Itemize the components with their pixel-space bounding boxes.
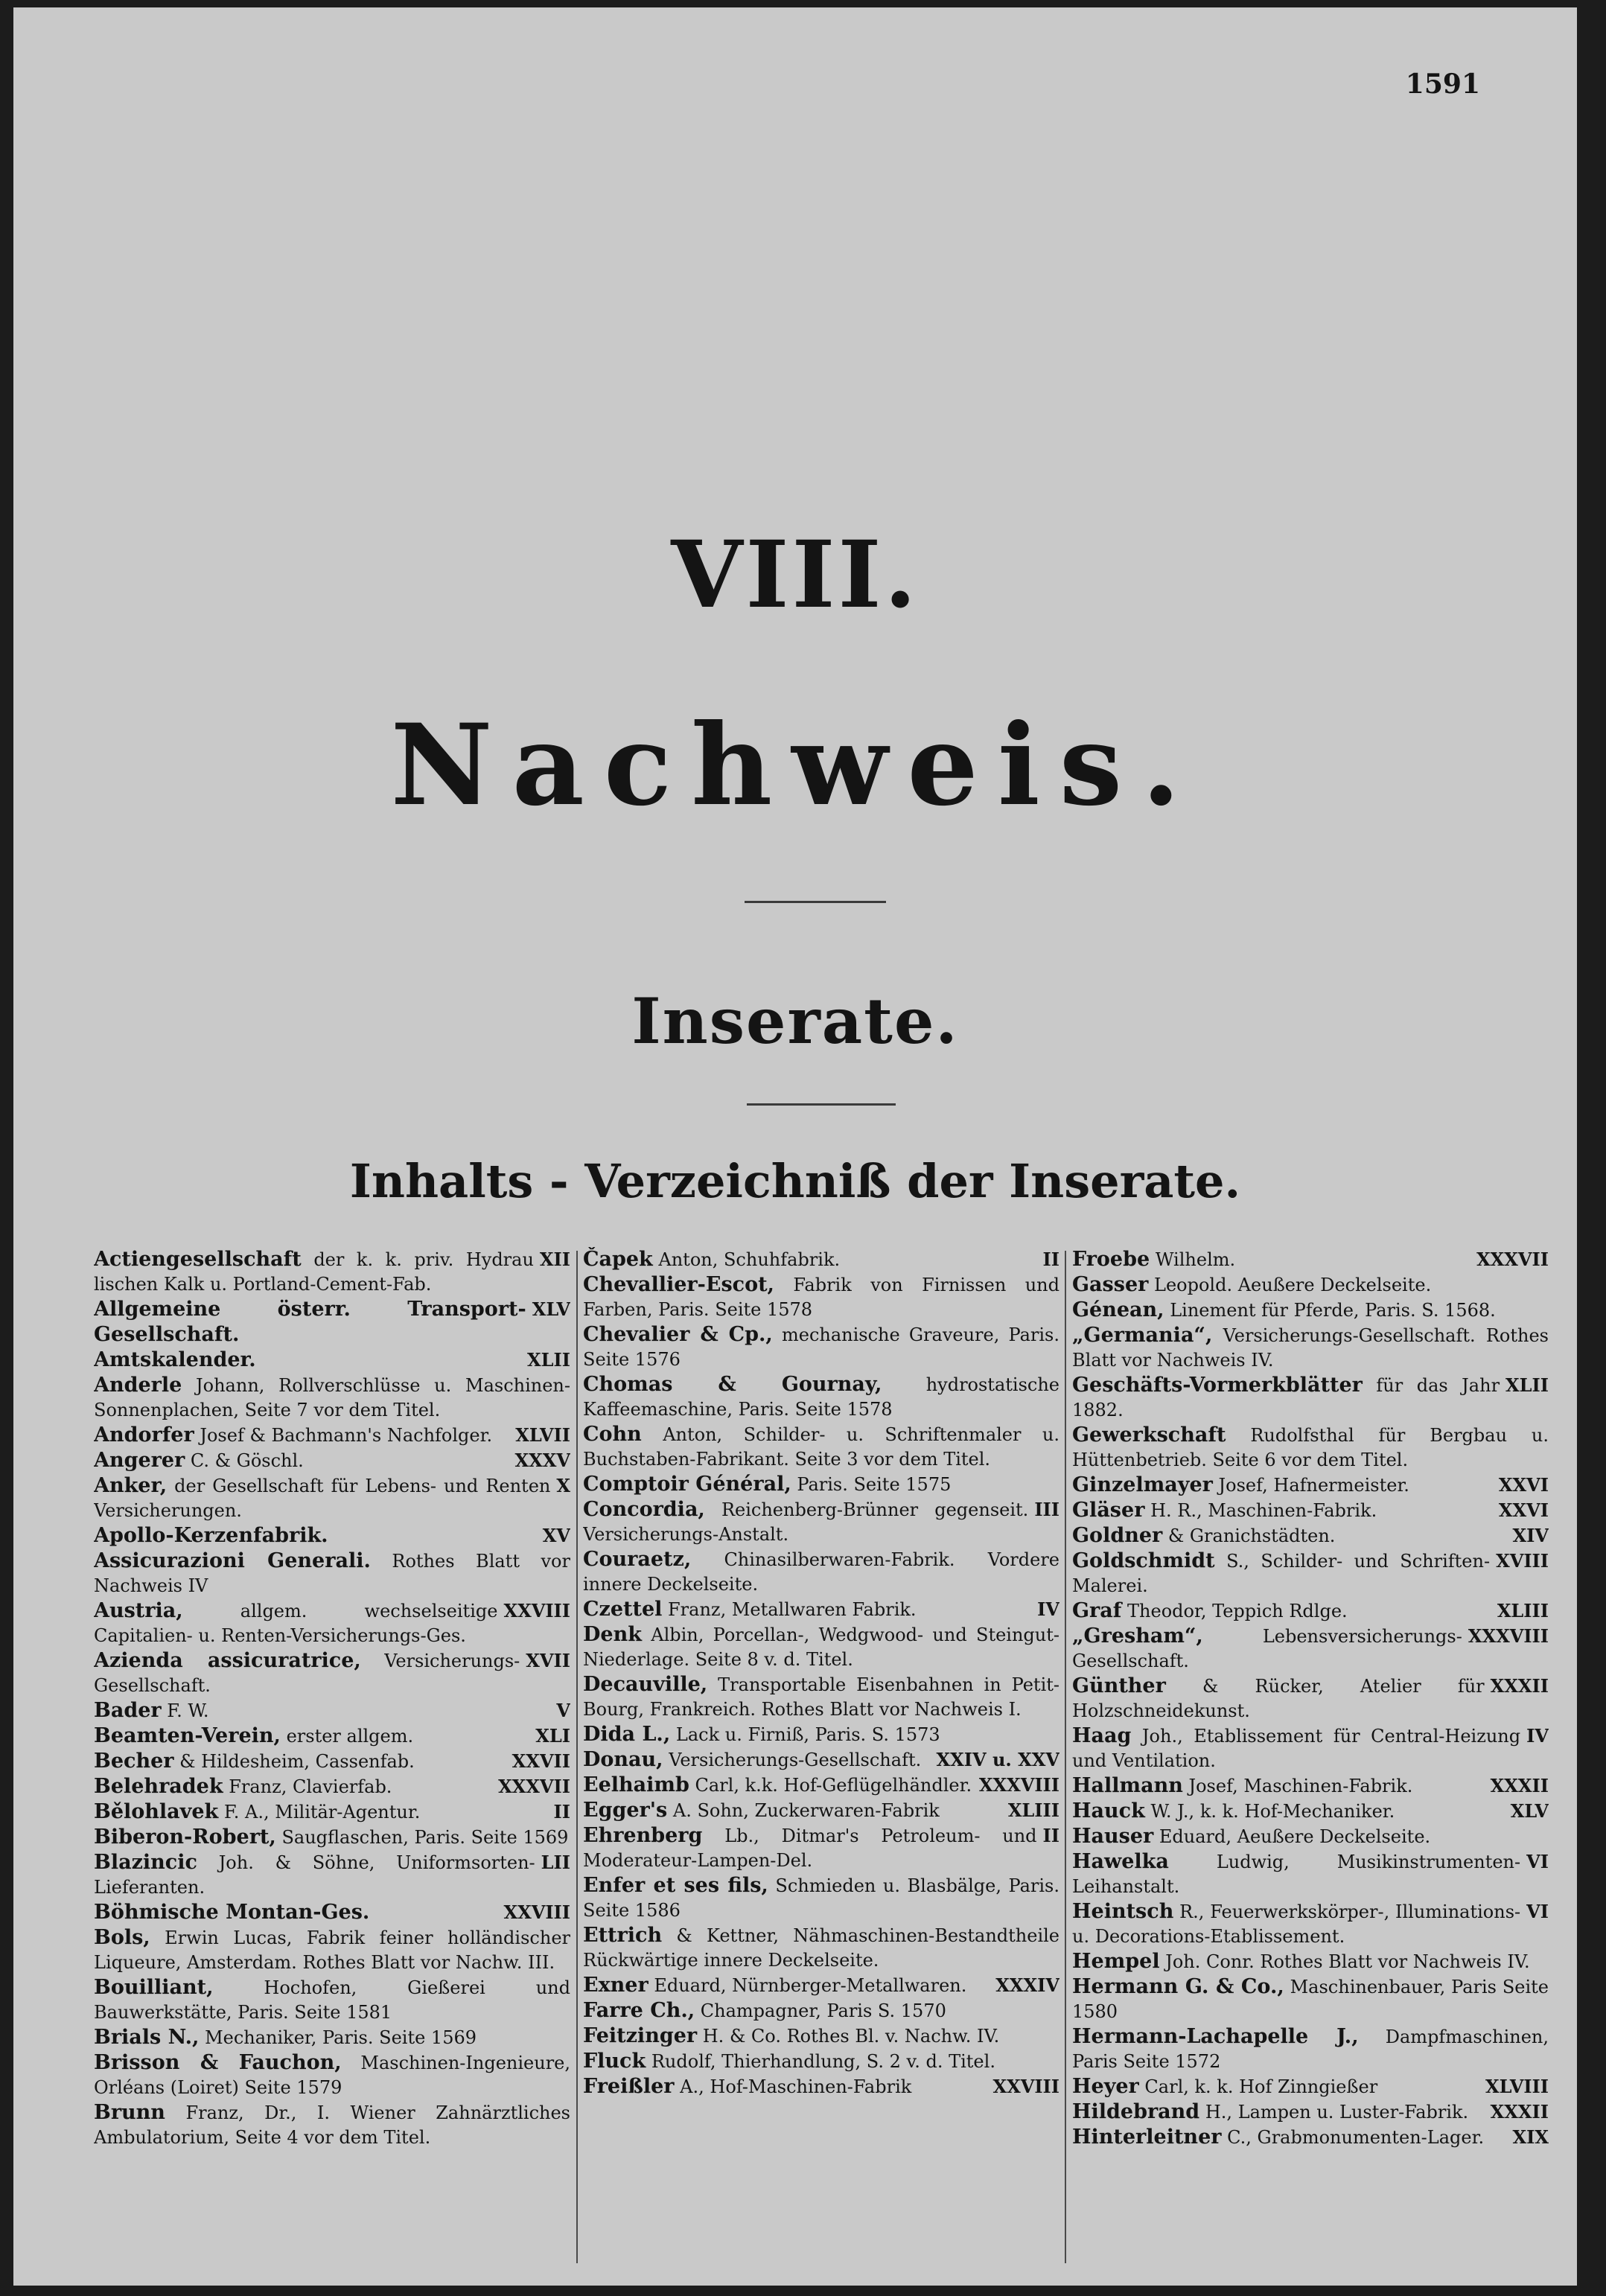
index-entry [583, 1272, 1059, 1322]
entry-name: Belehradek [94, 1775, 223, 1798]
entry-description: erster allgem. [286, 1726, 414, 1747]
entry-reference: XVII [526, 1650, 570, 1671]
entry-name: Andorfer [94, 1423, 194, 1447]
index-entry [583, 1422, 1059, 1472]
entry-description: Theodor, Teppich Rdlge. [1127, 1601, 1348, 1621]
entry-description: Franz, Metallwaren Fabrik. [668, 1599, 917, 1620]
entry-description: für das Jahr 1882. [1072, 1375, 1500, 1420]
divider [745, 901, 886, 903]
index-entry [1072, 1824, 1549, 1849]
index-column-1 [94, 1247, 570, 2267]
entry-name: „Gresham“, [1072, 1624, 1203, 1648]
entry-name: Hermann G. & Co., [1072, 1975, 1284, 1998]
entry-name: Hauser [1072, 1825, 1154, 1848]
entry-description: & Rücker, Atelier für Holzschneidekunst. [1072, 1676, 1485, 1721]
entry-name: Graf [1072, 1599, 1122, 1622]
index-entry [1072, 1674, 1549, 1723]
index-entry [583, 1998, 1059, 2024]
entry-description: & Hildesheim, Cassenfab. [179, 1751, 415, 1772]
entry-reference: XLII [1505, 1374, 1549, 1396]
index-entry [94, 1297, 570, 1348]
entry-name: Chevalier & Cp., [583, 1323, 773, 1346]
index-entry [583, 1973, 1059, 1998]
index-entry [94, 1423, 570, 1448]
entry-name: Génean, [1072, 1298, 1164, 1321]
index-entry [94, 1247, 570, 1297]
entry-name: Gewerkschaft [1072, 1423, 1226, 1447]
entry-description: F. W. [167, 1700, 209, 1721]
entry-name: Čapek [583, 1248, 653, 1271]
index-entry [583, 1372, 1059, 1422]
entry-reference: XXXV [514, 1450, 570, 1471]
index-entry [94, 1799, 570, 1825]
entry-name: Gasser [1072, 1273, 1149, 1296]
entry-name: Hawelka [1072, 1850, 1169, 1873]
document-page [13, 7, 1577, 2286]
index-entry [1072, 2024, 1549, 2074]
entry-name: Actiengesellschaft [94, 1248, 302, 1271]
entry-name: Froebe [1072, 1248, 1150, 1271]
entry-description: H., Lampen u. Luster-Fabrik. [1205, 2102, 1469, 2123]
entry-description: Hochofen, Gießerei und Bauwerkstätte, Paris. Seite 1581 [94, 1977, 570, 2023]
entry-name: Brunn [94, 2101, 165, 2124]
page-title: Nachweis. [390, 700, 1200, 831]
entry-description: Rothes Blatt vor Nachweis IV [94, 1551, 570, 1596]
entry-name: Austria, [94, 1599, 183, 1622]
entry-name: Bader [94, 1699, 162, 1722]
index-entry [1072, 1849, 1549, 1899]
entry-reference: XXXVII [498, 1776, 570, 1797]
entry-description: Carl, k. k. Hof Zinngießer [1144, 2076, 1378, 2097]
entry-description: Wilhelm. [1155, 1249, 1236, 1270]
entry-name: Eelhaimb [583, 1773, 689, 1796]
entry-description: Transportable Eisenbahnen in Petit-Bourg, Frankreich. Rothes Blatt vor Nachweis I. [583, 1674, 1059, 1720]
entry-description: Versicherungs-Gesellschaft. [669, 1750, 922, 1770]
entry-description: Maschinenbauer, Paris Seite 1580 [1072, 1977, 1549, 2022]
entry-reference: XXVI [1498, 1474, 1549, 1496]
entry-description: H. & Co. Rothes Bl. v. Nachw. IV. [702, 2026, 1000, 2047]
index-entry [1072, 1899, 1549, 1949]
entry-reference: XXXII [1490, 1775, 1549, 1796]
index-entry [94, 1925, 570, 1975]
entry-reference: XXXIV [995, 1974, 1059, 1996]
entry-reference: VI [1526, 1851, 1549, 1872]
index-entry [94, 2050, 570, 2100]
entry-reference: XXIV u. XXV [936, 1749, 1059, 1770]
entry-description: Franz, Dr., I. Wiener Zahnärztliches Ambulatorium, Seite 4 vor dem Titel. [94, 2102, 570, 2148]
entry-reference: IV [1037, 1598, 1059, 1620]
index-entry [583, 1747, 1059, 1773]
entry-name: Ehrenberg [583, 1824, 703, 1847]
entry-reference: XXVIII [503, 1901, 570, 1923]
index-entry [583, 2024, 1059, 2049]
entry-name: Anderle [94, 1374, 182, 1397]
entry-name: Biberon-Robert, [94, 1825, 276, 1849]
entry-name: Egger's [583, 1799, 668, 1822]
entry-description: Rudolfsthal für Bergbau u. Hüttenbetrieb. Seite 6 vor dem Titel. [1072, 1425, 1549, 1470]
index-column-3 [1072, 1247, 1549, 2267]
index-entry [1072, 1423, 1549, 1473]
entry-description: hydrostatische Kaffeemaschine, Paris. Seite 1578 [583, 1374, 1059, 1420]
entry-description: Joh. & Söhne, Uniformsorten-Lieferanten. [94, 1852, 535, 1898]
entry-reference: XXXVII [1476, 1249, 1549, 1270]
entry-description: Schmieden u. Blasbälge, Paris. Seite 1586 [583, 1875, 1059, 1921]
index-entry [94, 1850, 570, 1900]
section-number: VIII. [671, 521, 920, 629]
entry-description: Versicherungs-Gesellschaft. Rothes Blatt vor Nachweis IV. [1072, 1325, 1549, 1371]
entry-description: Mechaniker, Paris. Seite 1569 [205, 2027, 477, 2048]
index-column-2 [583, 1247, 1059, 2267]
entry-name: Becher [94, 1750, 174, 1773]
entry-description: A. Sohn, Zuckerwaren-Fabrik [672, 1800, 940, 1821]
index-entry [1072, 1549, 1549, 1598]
column-divider [1065, 1251, 1066, 2263]
entry-name: Gläser [1072, 1499, 1145, 1522]
entry-name: Brials N., [94, 2026, 200, 2049]
entry-reference: XLVII [515, 1424, 570, 1446]
entry-description: R., Feuerwerkskörper-, Illuminations- u. Decorations-Etablissement. [1072, 1901, 1521, 1947]
index-entry [94, 1549, 570, 1598]
entry-name: Amtskalender. [94, 1348, 256, 1371]
entry-name: Beamten-Verein, [94, 1724, 281, 1747]
entry-description: Reichenberg-Brünner gegenseit. Versicherungs-Anstalt. [583, 1499, 1029, 1545]
entry-name: Dida L., [583, 1723, 671, 1746]
index-entry [583, 1547, 1059, 1597]
entry-reference: II [1042, 1825, 1059, 1846]
entry-description: Josef, Maschinen-Fabrik. [1188, 1776, 1413, 1796]
entry-description: & Granichstädten. [1167, 1525, 1336, 1546]
entry-name: Hempel [1072, 1950, 1160, 1973]
index-entry [583, 1672, 1059, 1722]
entry-name: Ginzelmayer [1072, 1473, 1213, 1496]
index-entry [1072, 1298, 1549, 1323]
index-entry [1072, 1949, 1549, 1974]
entry-description: Joh., Etablissement für Central-Heizung und Ventilation. [1072, 1726, 1521, 1771]
entry-name: Apollo-Kerzenfabrik. [94, 1524, 328, 1547]
entry-name: Geschäfts-Vormerkblätter [1072, 1374, 1363, 1397]
entry-reference: II [553, 1801, 570, 1823]
entry-name: Comptoir Général, [583, 1473, 791, 1496]
index-entry [94, 1749, 570, 1774]
entry-name: Czettel [583, 1598, 663, 1621]
entry-description: Maschinen-Ingenieure, Orléans (Loiret) Seite 1579 [94, 2053, 570, 2098]
index-entry [94, 1523, 570, 1549]
index-entry [1072, 1974, 1549, 2024]
entry-reference: XXVII [512, 1750, 570, 1772]
entry-description: Carl, k.k. Hof-Geflügelhändler. [695, 1775, 972, 1796]
entry-description: Rudolf, Thierhandlung, S. 2 v. d. Titel. [651, 2051, 995, 2072]
divider [747, 1103, 896, 1106]
entry-description: Lb., Ditmar's Petroleum- und Moderateur-Lampen-Del. [583, 1825, 1037, 1871]
entry-reference: XIX [1512, 2126, 1549, 2148]
entry-name: Anker, [94, 1474, 168, 1497]
entry-name: Azienda assicuratrice, [94, 1649, 361, 1672]
section-subtitle: Inserate. [631, 984, 959, 1058]
entry-reference: XLII [527, 1349, 570, 1371]
index-entry [1072, 1773, 1549, 1799]
entry-name: Hauck [1072, 1799, 1145, 1823]
entry-description: Fabrik von Firnissen und Farben, Paris. Seite 1578 [583, 1275, 1059, 1320]
index-entry [94, 1448, 570, 1473]
entry-reference: IV [1526, 1725, 1549, 1747]
entry-name: Exner [583, 1974, 649, 1997]
index-entry [1072, 2099, 1549, 2125]
entry-name: Hildebrand [1072, 2100, 1200, 2123]
entry-name: Ettrich [583, 1924, 663, 1947]
entry-name: Günther [1072, 1674, 1166, 1697]
entry-description: Chinasilberwaren-Fabrik. Vordere innere Deckelseite. [583, 1549, 1059, 1595]
entry-name: Hallmann [1072, 1774, 1183, 1797]
index-entry [1072, 1247, 1549, 1272]
index-entry [94, 1348, 570, 1373]
index-entry [94, 1723, 570, 1749]
entry-description: A., Hof-Maschinen-Fabrik [680, 2076, 912, 2097]
column-divider [576, 1251, 578, 2263]
index-entry [1072, 1373, 1549, 1423]
index-heading: Inhalts - Verzeichniß der Inserate. [349, 1154, 1241, 1208]
index-entry [94, 1598, 570, 1648]
index-entry [1072, 2074, 1549, 2099]
entry-reference: XII [539, 1249, 570, 1270]
index-entry [583, 1497, 1059, 1547]
entry-description: Erwin Lucas, Fabrik feiner holländischer Liqueure, Amsterdam. Rothes Blatt vor Nachw. III. [94, 1927, 570, 1973]
entry-name: Heyer [1072, 2075, 1139, 2098]
index-entry [583, 1923, 1059, 1973]
entry-reference: VI [1526, 1901, 1549, 1922]
entry-reference: XXVI [1498, 1499, 1549, 1521]
index-entry [94, 1473, 570, 1523]
entry-reference: XIV [1512, 1525, 1549, 1546]
index-entry [94, 1648, 570, 1698]
entry-description: C., Grabmonumenten-Lager. [1227, 2127, 1485, 2148]
index-entry [1072, 1523, 1549, 1549]
index-entry [94, 1698, 570, 1723]
index-entry [1072, 1723, 1549, 1773]
index-entry [94, 1825, 570, 1850]
index-entry [1072, 1323, 1549, 1373]
entry-reference: XLIII [1497, 1600, 1549, 1621]
entry-description: mechanische Graveure, Paris. Seite 1576 [583, 1324, 1059, 1370]
entry-reference: V [556, 1700, 570, 1721]
entry-name: Chevallier-Escot, [583, 1273, 774, 1296]
entry-name: Feitzinger [583, 2024, 698, 2047]
entry-name: Blazincic [94, 1851, 197, 1874]
entry-description: der Gesellschaft für Lebens- und Renten Versicherungen. [94, 1476, 551, 1521]
entry-description: Albin, Porcellan-, Wedgwood- und Steingut-Niederlage. Seite 8 v. d. Titel. [583, 1624, 1059, 1670]
entry-name: Goldner [1072, 1524, 1163, 1547]
entry-name: Freißler [583, 2075, 675, 2098]
entry-description: Joh. Conr. Rothes Blatt vor Nachweis IV. [1165, 1951, 1530, 1972]
index-entry [1072, 1799, 1549, 1824]
entry-description: Eduard, Aeußere Deckelseite. [1159, 1826, 1431, 1847]
index-entry [1072, 1624, 1549, 1674]
entry-description: F. A., Militär-Agentur. [223, 1802, 421, 1823]
entry-reference: XV [542, 1525, 570, 1546]
entry-name: Brisson & Fauchon, [94, 2051, 342, 2074]
entry-description: Josef & Bachmann's Nachfolger. [200, 1425, 493, 1446]
index-entry [94, 1373, 570, 1423]
entry-name: Donau, [583, 1748, 663, 1771]
index-entry [1072, 1473, 1549, 1498]
index-entry [94, 1774, 570, 1799]
entry-name: Bělohlavek [94, 1800, 219, 1823]
entry-reference: XXXII [1490, 1675, 1549, 1697]
entry-description: Anton, Schuhfabrik. [658, 1249, 841, 1270]
entry-reference: XVIII [1496, 1550, 1549, 1572]
entry-description: S., Schilder- und Schriften-Malerei. [1072, 1551, 1491, 1596]
entry-description: Josef, Hafnermeister. [1218, 1475, 1409, 1496]
index-entry [94, 2100, 570, 2150]
entry-reference: XXXVIII [1468, 1625, 1549, 1647]
entry-name: Goldschmidt [1072, 1549, 1215, 1572]
entry-name: Böhmische Montan-Ges. [94, 1901, 370, 1924]
entry-description: Paris. Seite 1575 [797, 1474, 952, 1495]
entry-description: Leopold. Aeußere Deckelseite. [1154, 1275, 1432, 1295]
index-entry [583, 1597, 1059, 1622]
entry-name: Bouilliant, [94, 1976, 214, 1999]
index-entry [1072, 1598, 1549, 1624]
entry-reference: XLV [1510, 1800, 1549, 1822]
index-entry [583, 2049, 1059, 2074]
entry-name: Fluck [583, 2050, 646, 2073]
index-entry [583, 1823, 1059, 1873]
index-entry [583, 2074, 1059, 2099]
entry-name: Assicurazioni Generali. [94, 1549, 371, 1572]
entry-description: Ludwig, Musikinstrumenten-Leihanstalt. [1072, 1852, 1521, 1897]
entry-description: C. & Göschl. [190, 1450, 304, 1471]
entry-name: Enfer et ses fils, [583, 1874, 768, 1897]
entry-reference: XXXVIII [978, 1774, 1059, 1796]
entry-reference: LII [541, 1852, 570, 1873]
entry-name: Concordia, [583, 1498, 705, 1521]
entry-name: Haag [1072, 1724, 1132, 1747]
page-number: 1591 [1405, 68, 1480, 100]
index-entry [94, 2025, 570, 2050]
entry-reference: XLIII [1007, 1799, 1059, 1821]
index-entry [583, 1247, 1059, 1272]
entry-description: & Kettner, Nähmaschinen-Bestandtheile Rückwärtige innere Deckelseite. [583, 1925, 1059, 1971]
entry-description: allgem. wechselseitige Capitalien- u. Renten-Versicherungs-Ges. [94, 1601, 498, 1646]
entry-description: Versicherungs-Gesellschaft. [94, 1651, 520, 1696]
index-entry [1072, 2125, 1549, 2150]
entry-reference: XXVIII [503, 1600, 570, 1621]
entry-reference: XXVIII [992, 2076, 1059, 2097]
entry-name: Hermann-Lachapelle J., [1072, 2025, 1359, 2048]
index-entry [583, 1472, 1059, 1497]
index-entry [94, 1975, 570, 2025]
entry-description: Lack u. Firniß, Paris. S. 1573 [675, 1724, 940, 1745]
entry-description: Johann, Rollverschlüsse u. Maschinen-Sonnenplachen, Seite 7 vor dem Titel. [94, 1375, 570, 1420]
index-entry [583, 1773, 1059, 1798]
entry-reference: XLV [532, 1298, 570, 1320]
index-entry [1072, 1498, 1549, 1523]
entry-description: Franz, Clavierfab. [229, 1776, 392, 1797]
index-entry [583, 1798, 1059, 1823]
entry-name: Allgemeine österr. Transport-Gesellschaft. [94, 1298, 526, 1346]
index-entry [583, 1873, 1059, 1923]
entry-description: Anton, Schilder- u. Schriftenmaler u. Buchstaben-Fabrikant. Seite 3 vor dem Titel. [583, 1424, 1059, 1470]
entry-reference: III [1034, 1499, 1059, 1520]
entry-name: Heintsch [1072, 1900, 1174, 1923]
entry-name: Bols, [94, 1926, 150, 1949]
entry-description: Linement für Pferde, Paris. S. 1568. [1170, 1300, 1496, 1321]
entry-description: Dampfmaschinen, Paris Seite 1572 [1072, 2026, 1549, 2072]
index-entry [583, 1722, 1059, 1747]
entry-reference: XLI [535, 1725, 570, 1747]
entry-name: Hinterleitner [1072, 2126, 1222, 2149]
entry-name: Chomas & Gournay, [583, 1373, 882, 1396]
index-entry [94, 1900, 570, 1925]
entry-description: W. J., k. k. Hof-Mechaniker. [1150, 1801, 1395, 1822]
index-entry [583, 1622, 1059, 1672]
entry-reference: II [1042, 1249, 1059, 1270]
entry-name: Cohn [583, 1423, 642, 1446]
entry-description: Champagner, Paris S. 1570 [700, 2000, 946, 2021]
entry-description: Lebensversicherungs-Gesellschaft. [1072, 1626, 1462, 1671]
entry-description: Saugflaschen, Paris. Seite 1569 [281, 1827, 569, 1848]
entry-name: „Germania“, [1072, 1324, 1213, 1347]
entry-name: Denk [583, 1623, 642, 1646]
entry-description: Eduard, Nürnberger-Metallwaren. [654, 1975, 967, 1996]
entry-name: Farre Ch., [583, 1999, 695, 2022]
entry-description: H. R., Maschinen-Fabrik. [1150, 1500, 1377, 1521]
entry-reference: XLVIII [1485, 2076, 1549, 2097]
entry-reference: XXXII [1490, 2101, 1549, 2123]
entry-description: der k. k. priv. Hydrau lischen Kalk u. Portland-Cement-Fab. [94, 1249, 534, 1295]
entry-name: Couraetz, [583, 1548, 692, 1571]
entry-name: Decauville, [583, 1673, 708, 1696]
entry-name: Angerer [94, 1449, 185, 1472]
index-entry [583, 1322, 1059, 1372]
index-entry [1072, 1272, 1549, 1298]
entry-reference: X [556, 1475, 570, 1496]
